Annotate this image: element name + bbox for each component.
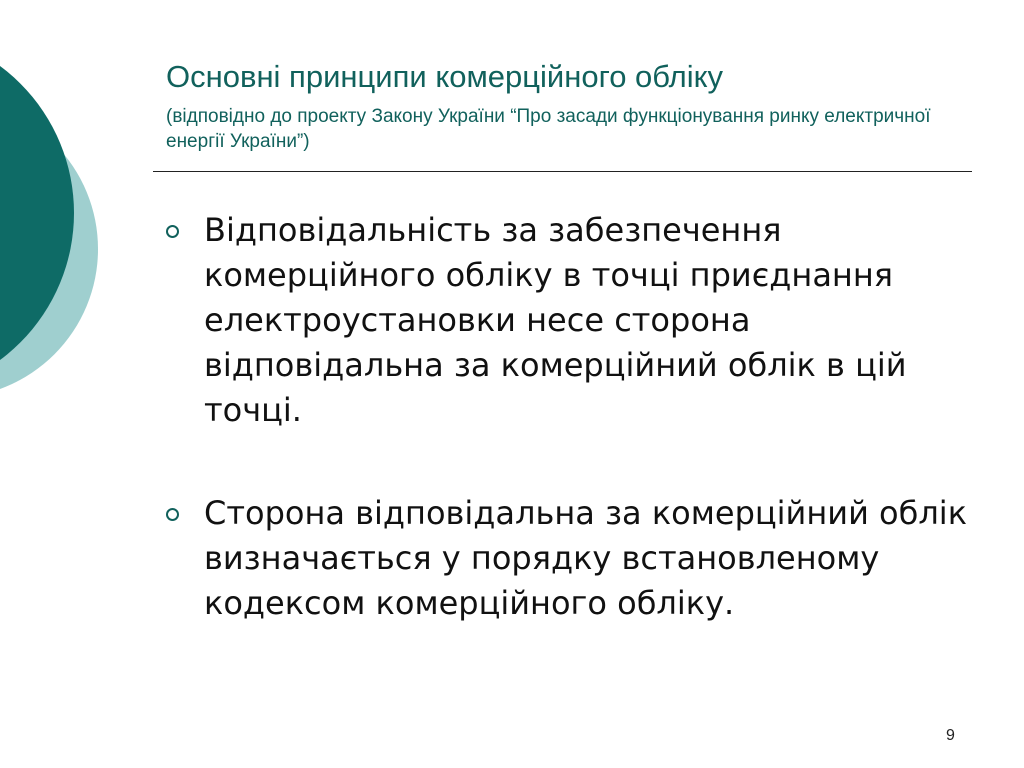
page-number: 9 [946, 727, 955, 744]
list-item [166, 208, 986, 433]
bullet-text: Відповідальність за забезпечення комерційного обліку в точці приєднання електроустановки несе сторона відповідальна за комерційний облік в цій точці. [204, 211, 907, 429]
bullet-list [166, 208, 986, 626]
slide-subtitle: (відповідно до проекту Закону України “Про засади функціонування ринку електричної енергії України”) [166, 106, 931, 152]
circle-bullet-icon [166, 225, 179, 238]
list-item [166, 491, 986, 626]
title-divider [153, 171, 972, 172]
circle-bullet-icon [166, 508, 179, 521]
bullet-text: Сторона відповідальна за комерційний облік визначається у порядку встановленому кодексом комерційного обліку. [204, 494, 968, 622]
slide-title: Основні принципи комерційного обліку [166, 59, 724, 94]
